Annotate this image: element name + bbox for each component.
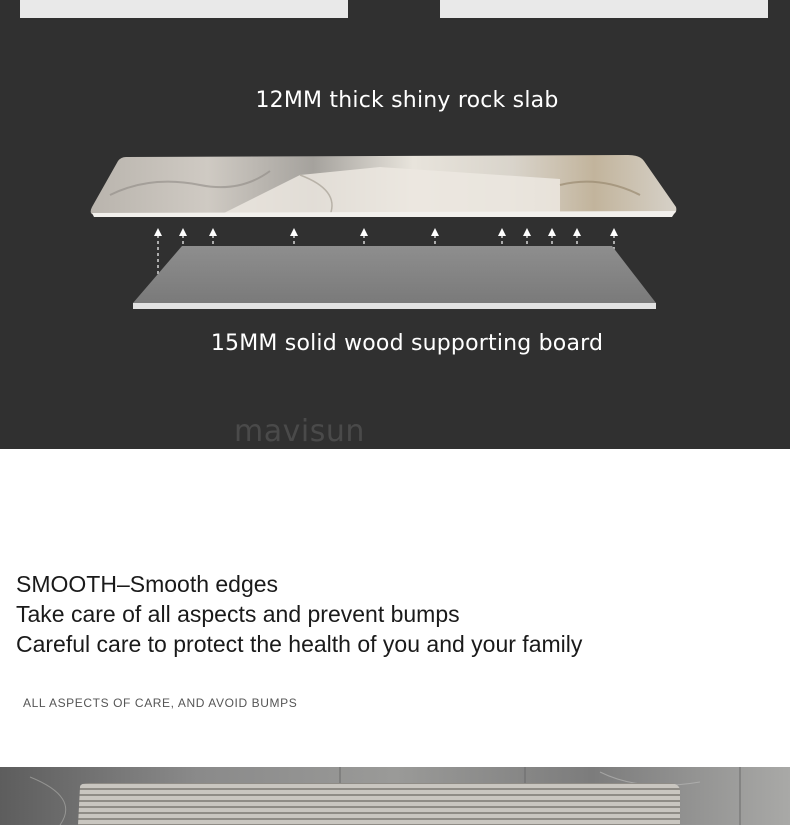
wood-board — [133, 246, 656, 309]
feature-caption: ALL ASPECTS OF CARE, AND AVOID BUMPS — [23, 696, 298, 710]
rock-slab-label: 12MM thick shiny rock slab — [255, 88, 559, 113]
feature-heading: SMOOTH–Smooth edges — [16, 571, 279, 597]
top-image-card-left — [20, 0, 348, 18]
marble-slab — [91, 155, 677, 217]
top-image-card-right — [440, 0, 768, 18]
feature-line-bumps: Take care of all aspects and prevent bumps — [16, 601, 460, 627]
ribbed-furniture — [78, 783, 680, 825]
product-photo-strip — [0, 767, 790, 825]
wood-board-label: 15MM solid wood supporting board — [210, 331, 604, 356]
layer-diagram — [0, 145, 790, 320]
brand-watermark: mavisun — [234, 414, 365, 449]
feature-line-health: Careful care to protect the health of you and your family — [16, 631, 583, 657]
smooth-edges-section — [0, 449, 790, 767]
